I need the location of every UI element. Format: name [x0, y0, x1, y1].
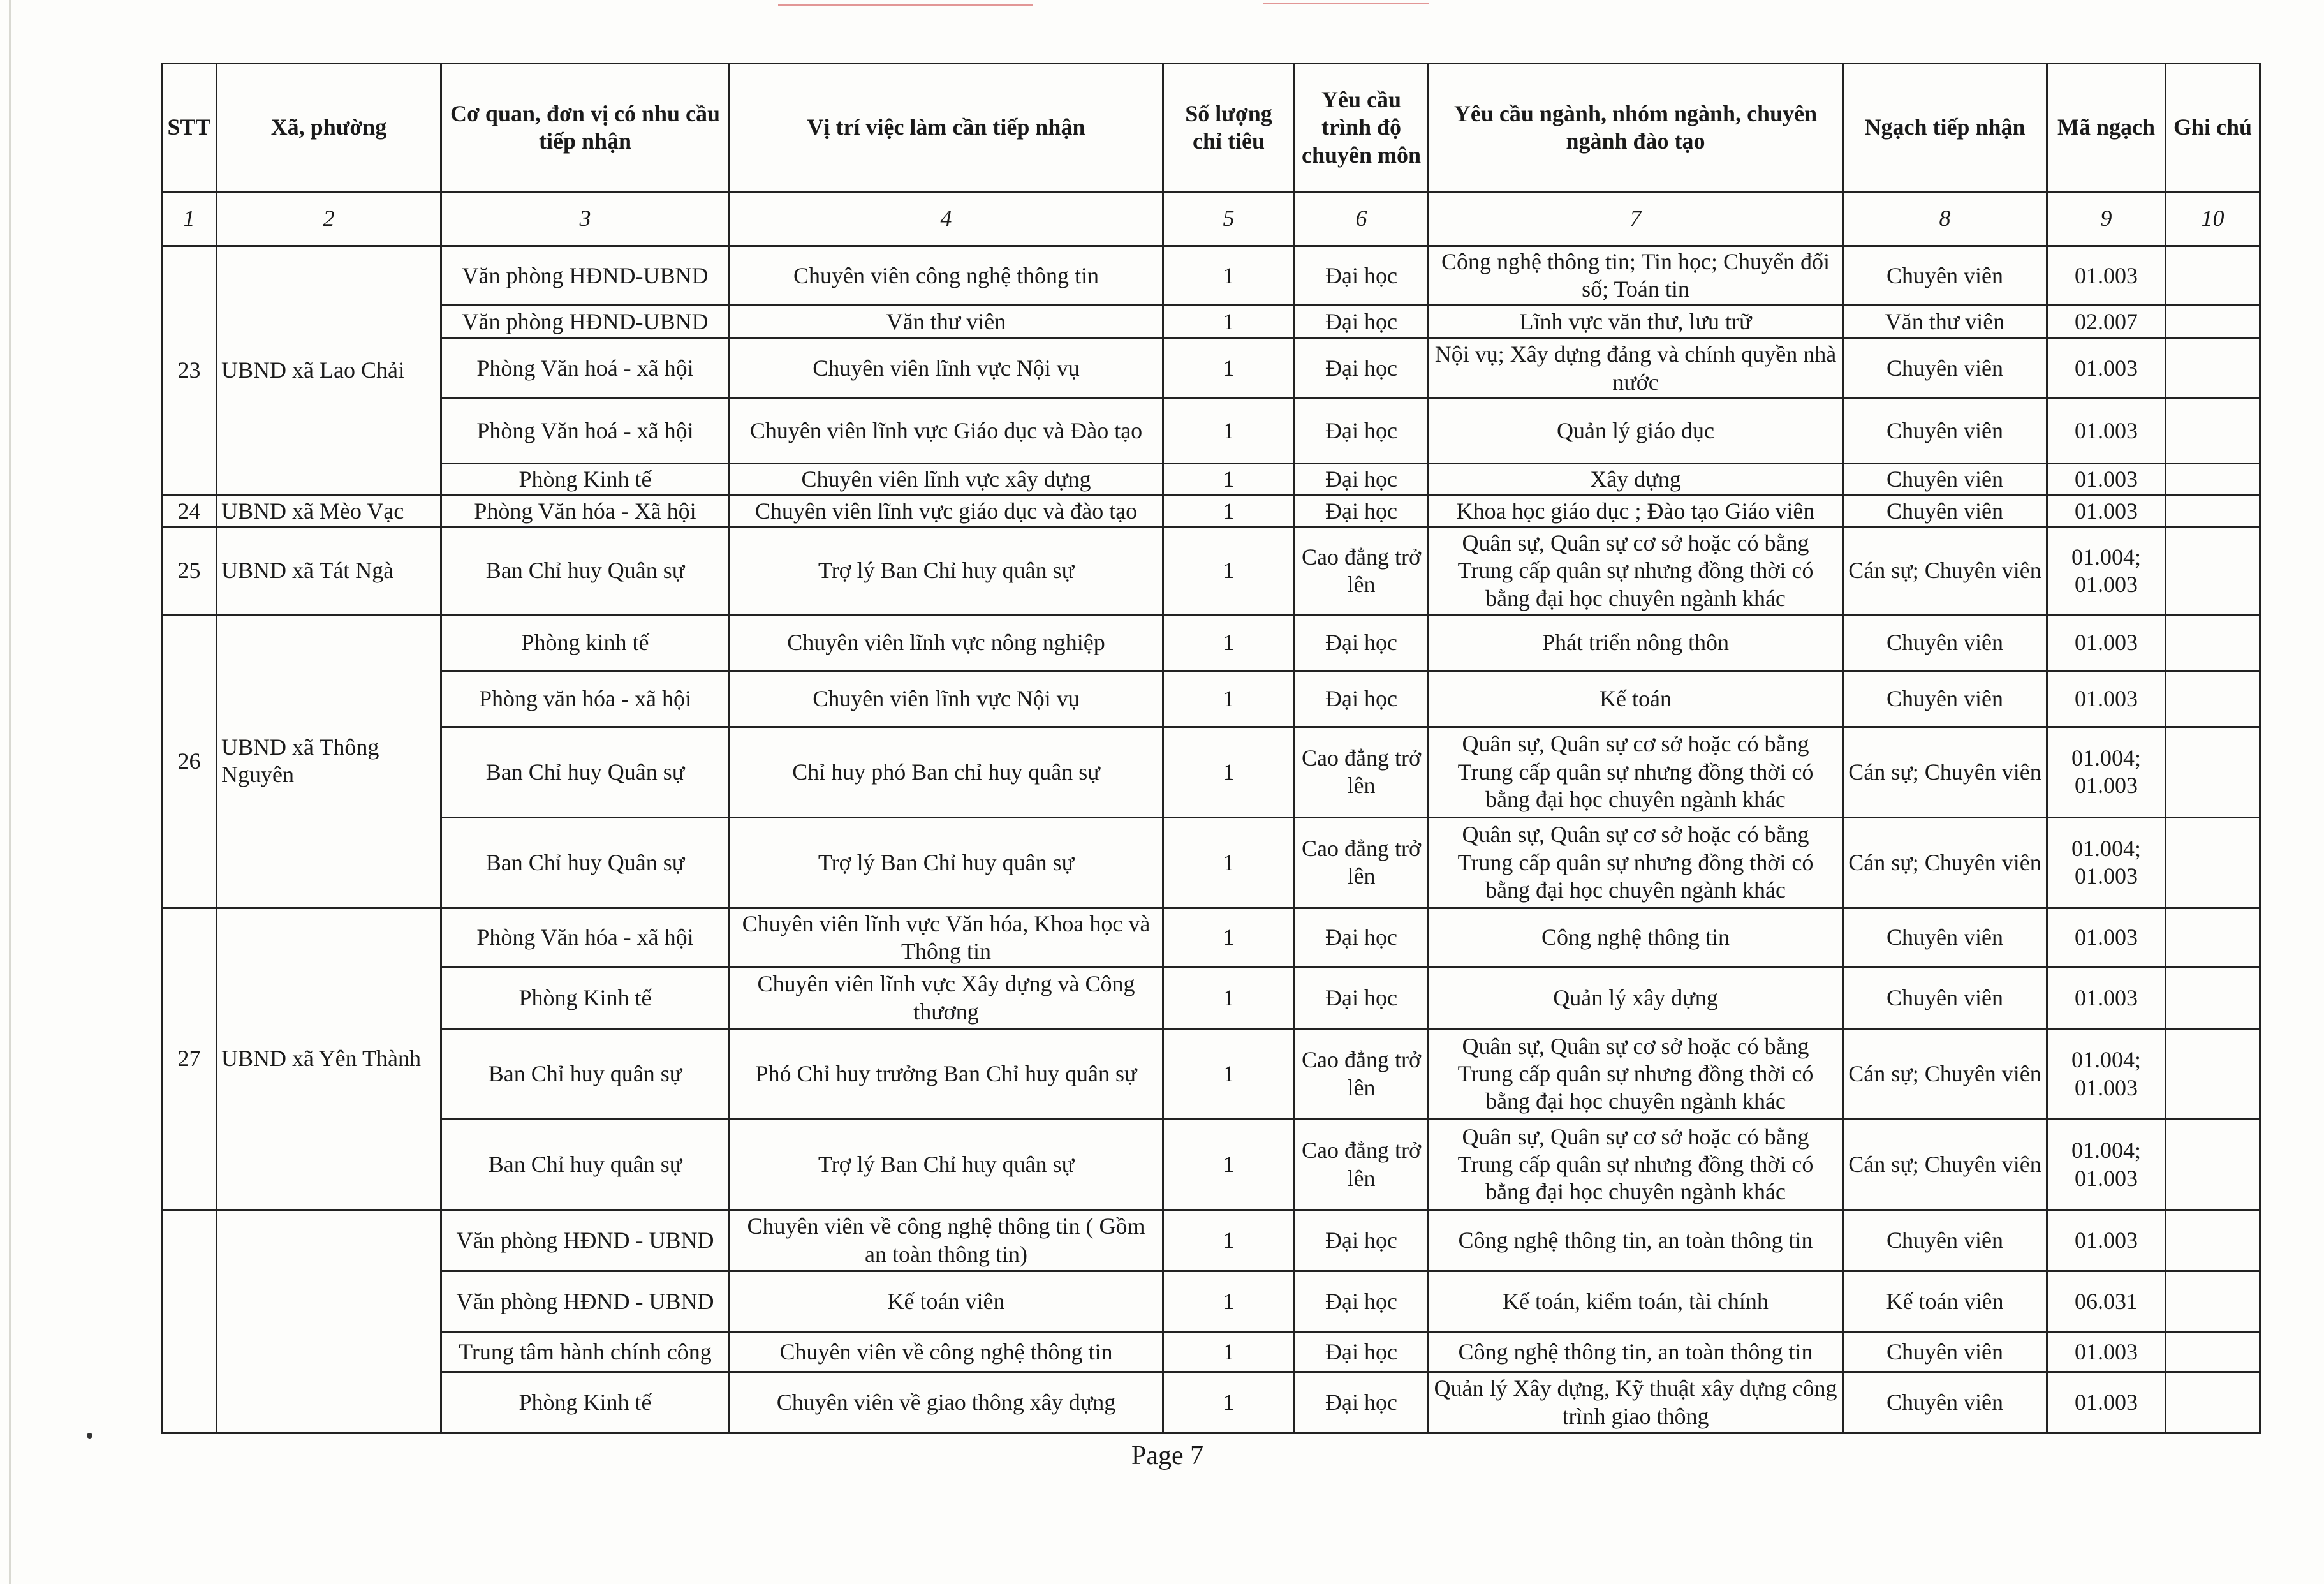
cell-ngach: Chuyên viên	[1843, 463, 2047, 495]
cell-ngach: Chuyên viên	[1843, 1210, 2047, 1271]
cell-ngach: Chuyên viên	[1843, 1333, 2047, 1372]
cell-ma-ngach: 01.003	[2047, 246, 2166, 306]
table-row	[162, 968, 2260, 1029]
header-nganh: Yêu cầu ngành, nhóm ngành, chuyên ngành đào tạo	[1429, 64, 1843, 192]
cell-vi-tri: Trợ lý Ban Chỉ huy quân sự	[730, 817, 1163, 908]
cell-so-luong: 1	[1163, 528, 1295, 615]
cell-vi-tri: Chuyên viên lĩnh vực Nội vụ	[730, 670, 1163, 727]
cell-ghi-chu	[2166, 670, 2260, 727]
scan-mark	[1263, 3, 1429, 4]
cell-ghi-chu	[2166, 495, 2260, 527]
cell-trinh-do: Đại học	[1295, 398, 1429, 463]
cell-ghi-chu	[2166, 1271, 2260, 1333]
column-number: 5	[1163, 192, 1295, 246]
table-row	[162, 528, 2260, 615]
cell-ngach: Văn thư viên	[1843, 306, 2047, 339]
header-co-quan: Cơ quan, đơn vị có nhu cầu tiếp nhận	[441, 64, 730, 192]
page-number: Page 7	[1131, 1441, 1204, 1470]
cell-co-quan: Phòng Kinh tế	[441, 968, 730, 1029]
cell-so-luong: 1	[1163, 398, 1295, 463]
cell-so-luong: 1	[1163, 1333, 1295, 1372]
column-number: 1	[162, 192, 217, 246]
cell-co-quan: Trung tâm hành chính công	[441, 1333, 730, 1372]
cell-ghi-chu	[2166, 528, 2260, 615]
cell-xa-phuong: UBND xã Thông Nguyên	[217, 614, 441, 908]
cell-so-luong: 1	[1163, 1271, 1295, 1333]
cell-xa-phuong: UBND xã Tát Ngà	[217, 528, 441, 615]
cell-ghi-chu	[2166, 908, 2260, 967]
cell-trinh-do: Cao đẳng trở lên	[1295, 1029, 1429, 1120]
cell-nganh: Quản lý giáo dục	[1429, 398, 1843, 463]
header-ghi-chu: Ghi chú	[2166, 64, 2260, 192]
cell-co-quan: Ban Chỉ huy quân sự	[441, 1029, 730, 1120]
cell-stt: 27	[162, 908, 217, 1210]
cell-co-quan: Phòng kinh tế	[441, 614, 730, 670]
table-row	[162, 727, 2260, 817]
table-body	[162, 192, 2260, 1433]
cell-ma-ngach: 01.003	[2047, 1210, 2166, 1271]
cell-nganh: Phát triển nông thôn	[1429, 614, 1843, 670]
cell-nganh: Quản lý xây dựng	[1429, 968, 1843, 1029]
cell-trinh-do: Đại học	[1295, 670, 1429, 727]
cell-vi-tri: Chuyên viên về công nghệ thông tin	[730, 1333, 1163, 1372]
cell-ma-ngach: 01.004; 01.003	[2047, 1029, 2166, 1120]
cell-co-quan: Phòng Văn hoá - xã hội	[441, 339, 730, 398]
cell-nganh: Khoa học giáo dục ; Đào tạo Giáo viên	[1429, 495, 1843, 527]
cell-ghi-chu	[2166, 817, 2260, 908]
cell-ngach: Chuyên viên	[1843, 339, 2047, 398]
recruitment-table	[161, 63, 2261, 1434]
header-ma-ngach: Mã ngạch	[2047, 64, 2166, 192]
header-so-luong: Số lượng chỉ tiêu	[1163, 64, 1295, 192]
cell-ghi-chu	[2166, 1210, 2260, 1271]
cell-trinh-do: Đại học	[1295, 968, 1429, 1029]
cell-trinh-do: Đại học	[1295, 908, 1429, 967]
cell-co-quan: Văn phòng HĐND-UBND	[441, 246, 730, 306]
cell-ghi-chu	[2166, 614, 2260, 670]
cell-nganh: Kế toán, kiểm toán, tài chính	[1429, 1271, 1843, 1333]
cell-co-quan: Ban Chỉ huy quân sự	[441, 1120, 730, 1210]
cell-trinh-do: Đại học	[1295, 306, 1429, 339]
cell-co-quan: Ban Chỉ huy Quân sự	[441, 817, 730, 908]
column-number: 3	[441, 192, 730, 246]
table-row	[162, 1029, 2260, 1120]
cell-stt: 23	[162, 246, 217, 496]
cell-co-quan: Văn phòng HĐND - UBND	[441, 1210, 730, 1271]
cell-ma-ngach: 01.004; 01.003	[2047, 727, 2166, 817]
cell-ma-ngach: 01.003	[2047, 968, 2166, 1029]
cell-vi-tri: Chuyên viên lĩnh vực xây dựng	[730, 463, 1163, 495]
cell-so-luong: 1	[1163, 614, 1295, 670]
cell-ngach: Cán sự; Chuyên viên	[1843, 1029, 2047, 1120]
scan-edge	[9, 0, 11, 1584]
cell-ngach: Chuyên viên	[1843, 1372, 2047, 1433]
table-row	[162, 614, 2260, 670]
cell-vi-tri: Trợ lý Ban Chỉ huy quân sự	[730, 1120, 1163, 1210]
cell-so-luong: 1	[1163, 968, 1295, 1029]
column-number: 10	[2166, 192, 2260, 246]
cell-trinh-do: Đại học	[1295, 339, 1429, 398]
cell-vi-tri: Văn thư viên	[730, 306, 1163, 339]
cell-co-quan: Phòng Kinh tế	[441, 1372, 730, 1433]
cell-nganh: Quân sự, Quân sự cơ sở hoặc có bằng Trung cấp quân sự nhưng đồng thời có bằng đại học chuyên ngành khác	[1429, 727, 1843, 817]
cell-ma-ngach: 01.003	[2047, 398, 2166, 463]
header-row	[162, 64, 2260, 192]
cell-so-luong: 1	[1163, 339, 1295, 398]
cell-co-quan: Phòng Văn hóa - xã hội	[441, 908, 730, 967]
cell-ma-ngach: 01.003	[2047, 1372, 2166, 1433]
cell-ghi-chu	[2166, 306, 2260, 339]
cell-trinh-do: Đại học	[1295, 1333, 1429, 1372]
scan-dot	[87, 1433, 92, 1439]
cell-trinh-do: Đại học	[1295, 614, 1429, 670]
cell-vi-tri: Phó Chỉ huy trưởng Ban Chỉ huy quân sự	[730, 1029, 1163, 1120]
cell-ma-ngach: 01.003	[2047, 339, 2166, 398]
column-number: 8	[1843, 192, 2047, 246]
cell-co-quan: Văn phòng HĐND-UBND	[441, 306, 730, 339]
cell-ma-ngach: 01.003	[2047, 614, 2166, 670]
cell-nganh: Nội vụ; Xây dựng đảng và chính quyền nhà nước	[1429, 339, 1843, 398]
cell-trinh-do: Đại học	[1295, 463, 1429, 495]
recruitment-table-sheet	[161, 63, 2259, 1434]
cell-nganh: Công nghệ thông tin, an toàn thông tin	[1429, 1333, 1843, 1372]
cell-vi-tri: Chuyên viên công nghệ thông tin	[730, 246, 1163, 306]
cell-vi-tri: Chuyên viên lĩnh vực Văn hóa, Khoa học và Thông tin	[730, 908, 1163, 967]
column-number: 9	[2047, 192, 2166, 246]
column-number: 7	[1429, 192, 1843, 246]
cell-ma-ngach: 01.004; 01.003	[2047, 528, 2166, 615]
cell-trinh-do: Đại học	[1295, 495, 1429, 527]
cell-ghi-chu	[2166, 1029, 2260, 1120]
cell-vi-tri: Chuyên viên lĩnh vực Nội vụ	[730, 339, 1163, 398]
cell-ngach: Chuyên viên	[1843, 398, 2047, 463]
table-row	[162, 339, 2260, 398]
cell-vi-tri: Chuyên viên về giao thông xây dựng	[730, 1372, 1163, 1433]
column-number: 2	[217, 192, 441, 246]
header-ngach: Ngạch tiếp nhận	[1843, 64, 2047, 192]
cell-ma-ngach: 06.031	[2047, 1271, 2166, 1333]
cell-ngach: Chuyên viên	[1843, 908, 2047, 967]
header-vi-tri: Vị trí việc làm cần tiếp nhận	[730, 64, 1163, 192]
column-number: 6	[1295, 192, 1429, 246]
cell-ma-ngach: 01.003	[2047, 1333, 2166, 1372]
cell-trinh-do: Cao đẳng trở lên	[1295, 727, 1429, 817]
cell-ma-ngach: 01.003	[2047, 495, 2166, 527]
cell-ngach: Cán sự; Chuyên viên	[1843, 1120, 2047, 1210]
table-row	[162, 398, 2260, 463]
cell-nganh: Quân sự, Quân sự cơ sở hoặc có bằng Trung cấp quân sự nhưng đồng thời có bằng đại học chuyên ngành khác	[1429, 817, 1843, 908]
cell-ngach: Chuyên viên	[1843, 495, 2047, 527]
cell-ghi-chu	[2166, 398, 2260, 463]
cell-co-quan: Phòng Kinh tế	[441, 463, 730, 495]
cell-nganh: Quân sự, Quân sự cơ sở hoặc có bằng Trung cấp quân sự nhưng đồng thời có bằng đại học chuyên ngành khác	[1429, 528, 1843, 615]
cell-ghi-chu	[2166, 968, 2260, 1029]
cell-ngach: Cán sự; Chuyên viên	[1843, 528, 2047, 615]
cell-ngach: Chuyên viên	[1843, 246, 2047, 306]
scan-mark	[778, 4, 1033, 6]
cell-ghi-chu	[2166, 1333, 2260, 1372]
cell-trinh-do: Đại học	[1295, 1271, 1429, 1333]
cell-ma-ngach: 01.004; 01.003	[2047, 1120, 2166, 1210]
cell-so-luong: 1	[1163, 908, 1295, 967]
cell-vi-tri: Chuyên viên lĩnh vực nông nghiệp	[730, 614, 1163, 670]
cell-so-luong: 1	[1163, 495, 1295, 527]
table-row	[162, 246, 2260, 306]
cell-nganh: Công nghệ thông tin, an toàn thông tin	[1429, 1210, 1843, 1271]
table-row	[162, 1120, 2260, 1210]
cell-vi-tri: Chuyên viên lĩnh vực Xây dựng và Công thương	[730, 968, 1163, 1029]
cell-trinh-do: Cao đẳng trở lên	[1295, 817, 1429, 908]
table-row	[162, 1271, 2260, 1333]
column-number-row	[162, 192, 2260, 246]
cell-so-luong: 1	[1163, 1372, 1295, 1433]
cell-ma-ngach: 01.004; 01.003	[2047, 817, 2166, 908]
table-row	[162, 908, 2260, 967]
cell-trinh-do: Đại học	[1295, 1372, 1429, 1433]
column-number: 4	[730, 192, 1163, 246]
cell-so-luong: 1	[1163, 670, 1295, 727]
cell-vi-tri: Chỉ huy phó Ban chỉ huy quân sự	[730, 727, 1163, 817]
table-row	[162, 306, 2260, 339]
cell-vi-tri: Trợ lý Ban Chỉ huy quân sự	[730, 528, 1163, 615]
cell-co-quan: Ban Chỉ huy Quân sự	[441, 528, 730, 615]
cell-nganh: Lĩnh vực văn thư, lưu trữ	[1429, 306, 1843, 339]
cell-nganh: Công nghệ thông tin; Tin học; Chuyển đổi số; Toán tin	[1429, 246, 1843, 306]
cell-vi-tri: Chuyên viên lĩnh vực Giáo dục và Đào tạo	[730, 398, 1163, 463]
cell-ghi-chu	[2166, 727, 2260, 817]
cell-ma-ngach: 01.003	[2047, 463, 2166, 495]
cell-ngach: Cán sự; Chuyên viên	[1843, 817, 2047, 908]
table-row	[162, 1333, 2260, 1372]
cell-nganh: Công nghệ thông tin	[1429, 908, 1843, 967]
cell-vi-tri: Chuyên viên lĩnh vực giáo dục và đào tạo	[730, 495, 1163, 527]
cell-ngach: Cán sự; Chuyên viên	[1843, 727, 2047, 817]
cell-stt	[162, 1210, 217, 1433]
cell-nganh: Kế toán	[1429, 670, 1843, 727]
cell-trinh-do: Đại học	[1295, 246, 1429, 306]
cell-nganh: Quân sự, Quân sự cơ sở hoặc có bằng Trung cấp quân sự nhưng đồng thời có bằng đại học chuyên ngành khác	[1429, 1120, 1843, 1210]
cell-ma-ngach: 01.003	[2047, 908, 2166, 967]
cell-so-luong: 1	[1163, 727, 1295, 817]
cell-trinh-do: Cao đẳng trở lên	[1295, 528, 1429, 615]
cell-trinh-do: Đại học	[1295, 1210, 1429, 1271]
header-stt: STT	[162, 64, 217, 192]
cell-ngach: Chuyên viên	[1843, 614, 2047, 670]
cell-so-luong: 1	[1163, 817, 1295, 908]
header-xa-phuong: Xã, phường	[217, 64, 441, 192]
table-row	[162, 670, 2260, 727]
cell-co-quan: Phòng văn hóa - xã hội	[441, 670, 730, 727]
cell-stt: 24	[162, 495, 217, 527]
cell-co-quan: Ban Chỉ huy Quân sự	[441, 727, 730, 817]
cell-nganh: Xây dựng	[1429, 463, 1843, 495]
cell-vi-tri: Kế toán viên	[730, 1271, 1163, 1333]
cell-ghi-chu	[2166, 246, 2260, 306]
table-row	[162, 1210, 2260, 1271]
cell-so-luong: 1	[1163, 1210, 1295, 1271]
cell-ghi-chu	[2166, 1372, 2260, 1433]
cell-nganh: Quân sự, Quân sự cơ sở hoặc có bằng Trung cấp quân sự nhưng đồng thời có bằng đại học chuyên ngành khác	[1429, 1029, 1843, 1120]
cell-stt: 26	[162, 614, 217, 908]
cell-ngach: Kế toán viên	[1843, 1271, 2047, 1333]
cell-co-quan: Phòng Văn hoá - xã hội	[441, 398, 730, 463]
cell-so-luong: 1	[1163, 306, 1295, 339]
cell-xa-phuong	[217, 1210, 441, 1433]
cell-ma-ngach: 02.007	[2047, 306, 2166, 339]
cell-xa-phuong: UBND xã Mèo Vạc	[217, 495, 441, 527]
table-row	[162, 495, 2260, 527]
cell-so-luong: 1	[1163, 1029, 1295, 1120]
cell-vi-tri: Chuyên viên về công nghệ thông tin ( Gồm an toàn thông tin)	[730, 1210, 1163, 1271]
cell-ghi-chu	[2166, 463, 2260, 495]
cell-nganh: Quản lý Xây dựng, Kỹ thuật xây dựng công trình giao thông	[1429, 1372, 1843, 1433]
table-row	[162, 1372, 2260, 1433]
cell-xa-phuong: UBND xã Yên Thành	[217, 908, 441, 1210]
table-row	[162, 463, 2260, 495]
cell-so-luong: 1	[1163, 246, 1295, 306]
cell-so-luong: 1	[1163, 463, 1295, 495]
cell-ngach: Chuyên viên	[1843, 670, 2047, 727]
cell-xa-phuong: UBND xã Lao Chải	[217, 246, 441, 496]
table-row	[162, 817, 2260, 908]
cell-co-quan: Văn phòng HĐND - UBND	[441, 1271, 730, 1333]
cell-ma-ngach: 01.003	[2047, 670, 2166, 727]
cell-ghi-chu	[2166, 339, 2260, 398]
cell-ngach: Chuyên viên	[1843, 968, 2047, 1029]
cell-ghi-chu	[2166, 1120, 2260, 1210]
cell-so-luong: 1	[1163, 1120, 1295, 1210]
cell-trinh-do: Cao đẳng trở lên	[1295, 1120, 1429, 1210]
header-trinh-do: Yêu cầu trình độ chuyên môn	[1295, 64, 1429, 192]
cell-co-quan: Phòng Văn hóa - Xã hội	[441, 495, 730, 527]
cell-stt: 25	[162, 528, 217, 615]
